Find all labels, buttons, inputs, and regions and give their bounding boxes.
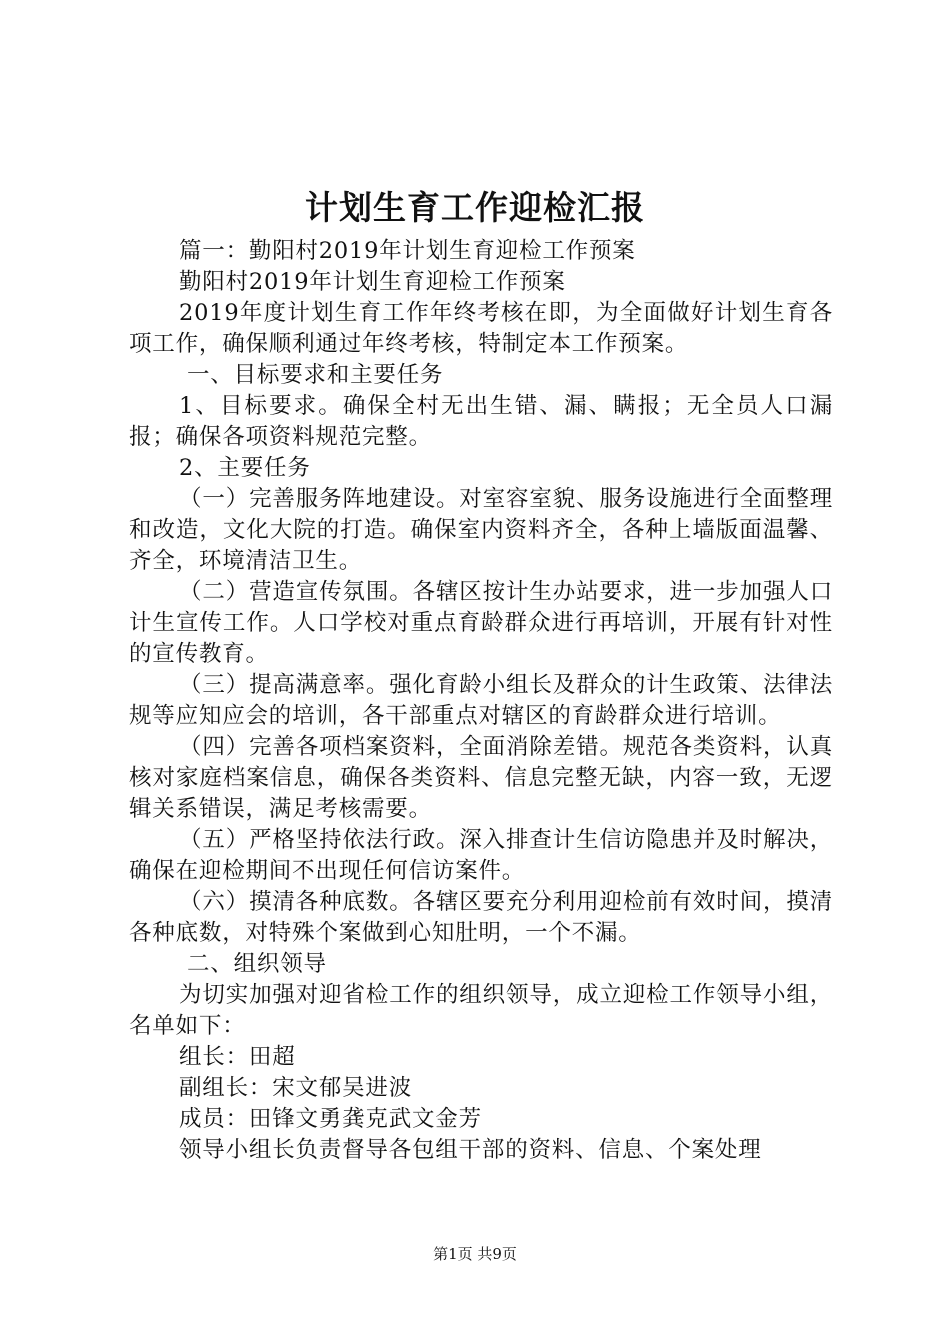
page-footer: 第1页 共9页 xyxy=(433,1245,517,1263)
section-heading-2: 二、组织领导 xyxy=(187,951,327,977)
paragraph-1: 篇一：勤阳村2019年计划生育迎检工作预案 xyxy=(179,238,636,264)
paragraph-3: 2019年度计划生育工作年终考核在即，为全面做好计划生育各项工作，确保顺利通过年终考核，特制定本工作预案。 xyxy=(129,300,833,357)
leader-line: 组长：田超 xyxy=(179,1044,296,1070)
deputy-leader-line: 副组长：宋文郁吴进波 xyxy=(179,1075,413,1101)
task-item-2: （二）营造宣传氛围。各辖区按计生办站要求，进一步加强人口计生宣传工作。人口学校对重点育龄群众进行再培训，开展有针对性的宣传教育。 xyxy=(129,579,833,667)
task-item-6: （六）摸清各种底数。各辖区要充分利用迎检前有效时间，摸清各种底数，对特殊个案做到心知肚明，一个不漏。 xyxy=(129,889,833,946)
paragraph-18: 领导小组长负责督导各包组干部的资料、信息、个案处理 xyxy=(179,1137,762,1163)
document-title: 计划生育工作迎检汇报 xyxy=(305,188,645,227)
task-item-5: （五）严格坚持依法行政。深入排查计生信访隐患并及时解决，确保在迎检期间不出现任何信访案件。 xyxy=(129,827,833,884)
document-body xyxy=(129,236,833,1166)
paragraph-5: 1、目标要求。确保全村无出生错、漏、瞒报；无全员人口漏报；确保各项资料规范完整。 xyxy=(129,393,833,450)
paragraph-6: 2、主要任务 xyxy=(179,455,311,481)
task-item-4: （四）完善各项档案资料，全面消除差错。规范各类资料，认真核对家庭档案信息，确保各类资料、信息完整无缺，内容一致，无逻辑关系错误，满足考核需要。 xyxy=(129,734,833,822)
paragraph-2: 勤阳村2019年计划生育迎检工作预案 xyxy=(179,269,566,295)
task-item-3: （三）提高满意率。强化育龄小组长及群众的计生政策、法律法规等应知应会的培训，各干部重点对辖区的育龄群众进行培训。 xyxy=(129,672,833,729)
members-line: 成员：田锋文勇龚克武文金芳 xyxy=(179,1106,482,1132)
section-heading-1: 一、目标要求和主要任务 xyxy=(187,362,444,388)
task-item-1: （一）完善服务阵地建设。对室容室貌、服务设施进行全面整理和改造，文化大院的打造。确保室内资料齐全，各种上墙版面温馨、齐全，环境清洁卫生。 xyxy=(129,486,833,574)
paragraph-14: 为切实加强对迎省检工作的组织领导，成立迎检工作领导小组，名单如下： xyxy=(129,982,833,1039)
